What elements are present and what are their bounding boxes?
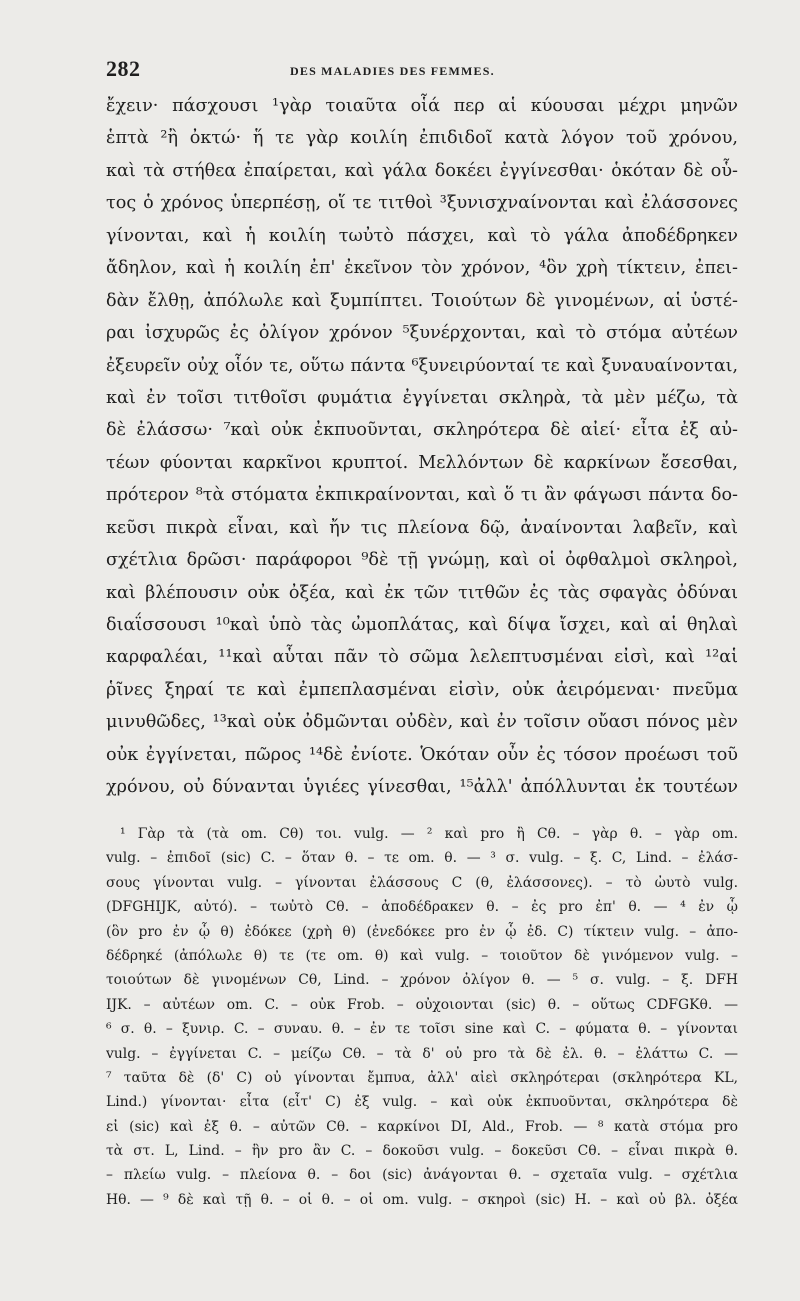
footnote-line: Lind.) γίνονται· εἶτα (εἶτ' C) ἐξ vulg. – καὶ οὐκ ἐκπυοῦνται, σκληρότερα δὲ [106, 1094, 738, 1111]
text-line: ῥῖνες ξηραί τε καὶ ἐμπεπλασμέναι εἰσὶν, οὐκ ἀειρόμεναι· πνεῦμα [106, 679, 738, 700]
footnote-line: τὰ στ. L, Lind. – ἣν pro ἂν C. – δοκοῦσι vulg. – δοκεῦσι Cθ. – εἶναι πικρὰ θ. [106, 1143, 738, 1160]
footnotes [106, 822, 738, 1212]
text-line: τος ὁ χρόνος ὑπερπέσῃ, οἵ τε τιτθοὶ ³ξυνισχναίνονται καὶ ἐλάσσονες [106, 193, 738, 214]
footnote-line: vulg. – ἐγγίνεται C. – μείζω Cθ. – τὰ δ' οὐ pro τὰ δὲ ἐλ. θ. – ἐλάττω C. — [106, 1045, 738, 1062]
page-number: 282 [106, 56, 141, 81]
footnote-line: (ὃν pro ἐν ᾧ θ) ἐδόκεε (χρὴ θ) (ἐνεδόκεε pro ἐν ᾧ ἐδ. C) τίκτειν vulg. – ἀπο- [106, 923, 738, 940]
text-line: οὐκ ἐγγίνεται, πῶρος ¹⁴δὲ ἐνίοτε. Ὁκόταν οὖν ἐς τόσον προέωσι τοῦ [106, 744, 738, 765]
footnote-line: ⁷ ταῦτα δὲ (δ' C) οὐ γίνονται ἔμπυα, ἀλλ' αἰεὶ σκληρότεραι (σκληρότερα KL, [106, 1069, 738, 1086]
footnote-line: (DFGHIJK, αὐτό). – τωὐτὸ Cθ. – ἀποδέδρακεν θ. – ἐς pro ἐπ' θ. — ⁴ ἐν ᾧ [106, 899, 738, 916]
text-line: τέων φύονται καρκῖνοι κρυπτοί. Μελλόντων δὲ καρκίνων ἔσεσθαι, [106, 452, 738, 473]
text-line: καὶ ἐν τοῖσι τιτθοῖσι φυμάτια ἐγγίνεται σκληρὰ, τὰ μὲν μέζω, τὰ [106, 387, 738, 408]
footnote-line: εἰ (sic) καὶ ἐξ θ. – αὐτῶν Cθ. – καρκίνοι DI, Ald., Frob. — ⁸ κατὰ στόμα pro [106, 1118, 738, 1135]
text-line: γίνονται, καὶ ἡ κοιλίη τωὐτὸ πάσχει, καὶ τὸ γάλα ἀποδέδρηκεν [106, 225, 738, 246]
running-head: DES MALADIES DES FEMMES. [290, 64, 495, 78]
footnote-line: ¹ Γὰρ τὰ (τὰ om. Cθ) τοι. vulg. — ² καὶ pro ἢ Cθ. – γὰρ θ. – γὰρ om. [120, 826, 738, 842]
text-line: πρότερον ⁸τὰ στόματα ἐκπικραίνονται, καὶ ὅ τι ἂν φάγωσι πάντα δο- [106, 485, 738, 506]
text-line: σχέτλια δρῶσι· παράφοροι ⁹δὲ τῇ γνώμῃ, καὶ οἱ ὀφθαλμοὶ σκληροὶ, [106, 550, 738, 571]
footnote-line: vulg. – ἐπιδοῖ (sic) C. – ὅταν θ. – τε om. θ. — ³ σ. vulg. – ξ. C, Lind. – ἐλάσ- [106, 850, 738, 867]
text-line: χρόνου, οὐ δύνανται ὑγιέες γίνεσθαι, ¹⁵ἀλλ' ἀπόλλυνται ἐκ τουτέων [106, 777, 738, 798]
text-line: δὲ ἐλάσσω· ⁷καὶ οὐκ ἐκπυοῦνται, σκληρότερα δὲ αἰεί· εἶτα ἐξ αὐ- [106, 420, 738, 441]
text-line: ραι ἰσχυρῶς ἐς ὀλίγον χρόνον ⁵ξυνέρχονται, καὶ τὸ στόμα αὐτέων [106, 323, 738, 344]
footnote-line: IJK. – αὐτέων om. C. – οὐκ Frob. – οὐχοιονται (sic) θ. – οὕτως CDFGKθ. — [106, 996, 738, 1013]
text-line: ἐξευρεῖν οὐχ οἷόν τε, οὕτω πάντα ⁶ξυνειρύονταί τε καὶ ξυναυαίνονται, [106, 355, 738, 376]
main-text [106, 90, 738, 804]
footnote-line: δέδρηκέ (ἀπόλωλε θ) τε (τε om. θ) καὶ vulg. – τοιοῦτον δὲ γινόμενον vulg. – [106, 947, 738, 964]
text-line: ἔχειν· πάσχουσι ¹γὰρ τοιαῦτα οἷά περ αἱ κύουσαι μέχρι μηνῶν [106, 96, 738, 116]
page-header [106, 56, 736, 86]
footnote-line: ⁶ σ. θ. – ξυνιρ. C. – συναυ. θ. – ἐν τε τοῖσι sine καὶ C. – φύματα θ. – γίνονται [106, 1021, 738, 1038]
footnote-line: Hθ. — ⁹ δὲ καὶ τῇ θ. – οἱ θ. – οἱ om. vulg. – σκηροὶ (sic) H. – καὶ οὐ βλ. ὀξέα [106, 1191, 738, 1208]
footnote-line: τοιούτων δὲ γινομένων Cθ, Lind. – χρόνον ὀλίγον θ. — ⁵ σ. vulg. – ξ. DFH [106, 972, 738, 989]
footnote-line: σους γίνονται vulg. – γίνονται ἐλάσσους C (θ, ἐλάσσονες). – τὸ ὠυτὸ vulg. [106, 874, 738, 891]
text-line: κεῦσι πικρὰ εἶναι, καὶ ἤν τις πλείονα δῷ, ἀναίνονται λαβεῖν, καὶ [106, 517, 738, 538]
footnote-line: – πλείω vulg. – πλείονα θ. – δοι (sic) ἀνάγονται θ. – σχεταῖα vulg. – σχέτλια [106, 1167, 738, 1184]
text-line: ἑπτὰ ²ἢ ὀκτώ· ἥ τε γὰρ κοιλίη ἐπιδιδοῖ κατὰ λόγον τοῦ χρόνου, [106, 128, 738, 149]
text-line: δὰν ἔλθῃ, ἀπόλωλε καὶ ξυμπίπτει. Τοιούτων δὲ γινομένων, αἱ ὑστέ- [106, 290, 738, 311]
text-line: καὶ τὰ στήθεα ἐπαίρεται, καὶ γάλα δοκέει ἐγγίνεσθαι· ὁκόταν δὲ οὗ- [106, 160, 738, 181]
text-line: καὶ βλέπουσιν οὐκ ὀξέα, καὶ ἐκ τῶν τιτθῶν ἐς τὰς σφαγὰς ὀδύναι [106, 582, 738, 603]
text-line: μινυθῶδες, ¹³καὶ οὐκ ὀδμῶνται οὐδὲν, καὶ ἐν τοῖσιν οὔασι πόνος μὲν [106, 712, 738, 733]
text-line: διαΐσσουσι ¹⁰καὶ ὑπὸ τὰς ὠμοπλάτας, καὶ δίψα ἴσχει, καὶ αἱ θηλαὶ [106, 615, 738, 635]
text-line: καρφαλέαι, ¹¹καὶ αὗται πᾶν τὸ σῶμα λελεπτυσμέναι εἰσὶ, καὶ ¹²αἱ [106, 647, 738, 668]
text-line: ἄδηλον, καὶ ἡ κοιλίη ἐπ' ἐκεῖνον τὸν χρόνον, ⁴ὃν χρὴ τίκτειν, ἐπει- [106, 258, 738, 279]
